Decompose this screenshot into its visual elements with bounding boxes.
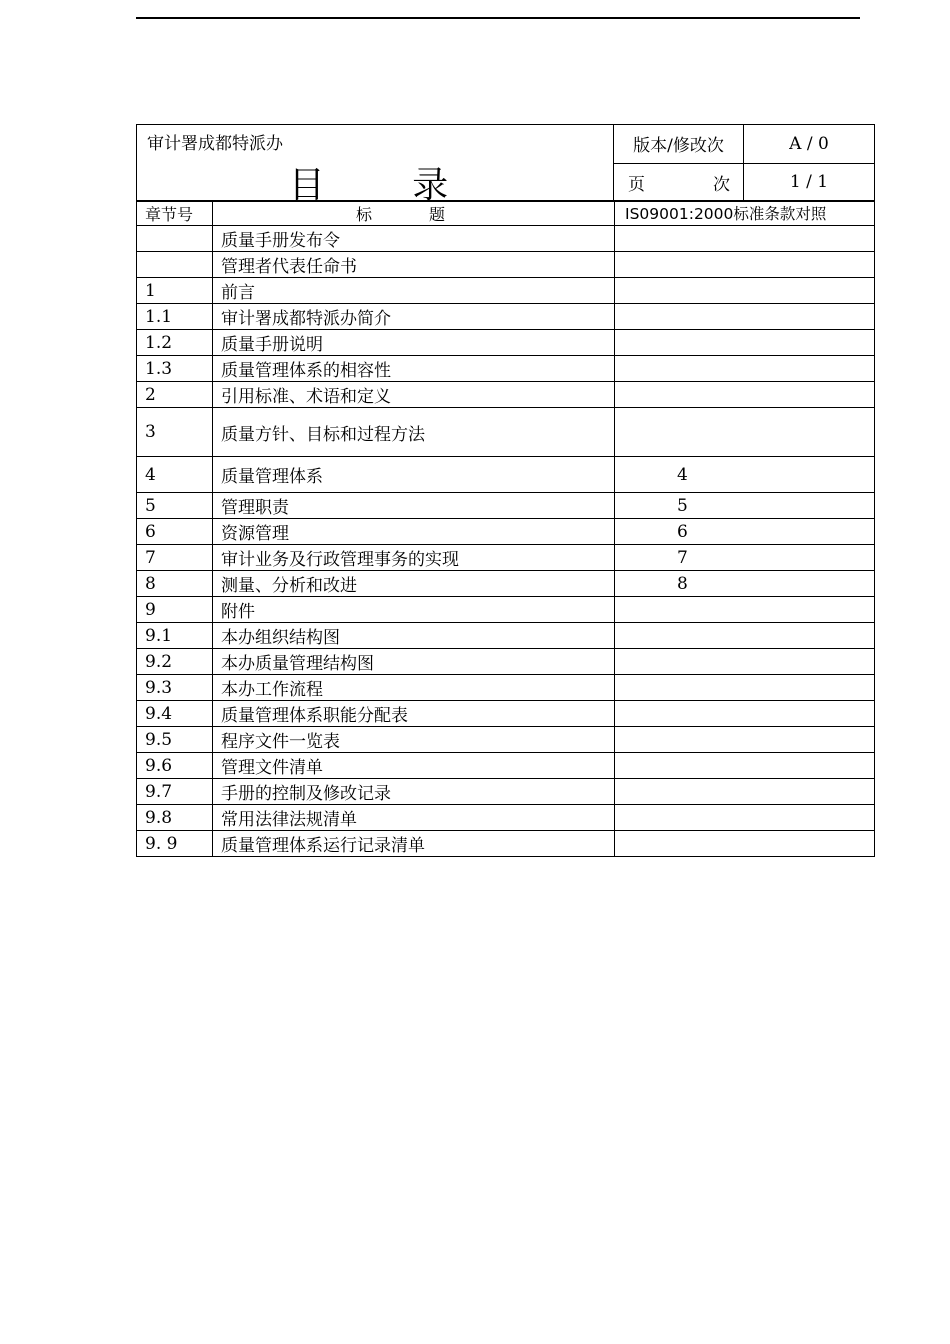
iso-clause-cell — [615, 753, 875, 779]
table-row — [137, 675, 875, 701]
iso-clause-cell: 4 — [615, 457, 875, 493]
table-row — [137, 701, 875, 727]
table-row — [137, 457, 875, 493]
document-title: 目 录 — [288, 165, 487, 206]
page-value: 1 / 1 — [744, 163, 875, 202]
table-row — [137, 408, 875, 457]
section-number-cell: 1.3 — [137, 356, 213, 382]
section-number-cell: 3 — [137, 408, 213, 457]
section-title-cell: 常用法律法规清单 — [213, 805, 615, 831]
section-number-cell: 1 — [137, 278, 213, 304]
iso-clause-cell: 6 — [615, 519, 875, 545]
table-row — [137, 649, 875, 675]
section-title-cell: 本办质量管理结构图 — [213, 649, 615, 675]
version-value: A / 0 — [744, 125, 875, 164]
toc-table — [136, 200, 875, 857]
iso-clause-cell — [615, 330, 875, 356]
iso-clause-cell — [615, 831, 875, 857]
section-title-cell: 审计业务及行政管理事务的实现 — [213, 545, 615, 571]
section-number-cell: 1.2 — [137, 330, 213, 356]
section-number-cell: 5 — [137, 493, 213, 519]
section-number-cell: 9.1 — [137, 623, 213, 649]
iso-clause-cell — [615, 649, 875, 675]
section-number-cell: 9.7 — [137, 779, 213, 805]
section-title-cell: 附件 — [213, 597, 615, 623]
section-title-cell: 审计署成都特派办简介 — [213, 304, 615, 330]
table-row — [137, 304, 875, 330]
iso-clause-cell — [615, 304, 875, 330]
section-title-cell: 质量管理体系 — [213, 457, 615, 493]
column-header-iso: IS09001:2000标准条款对照 — [615, 201, 875, 226]
section-title-cell: 本办工作流程 — [213, 675, 615, 701]
section-title-cell: 质量管理体系职能分配表 — [213, 701, 615, 727]
section-title-cell: 质量管理体系运行记录清单 — [213, 831, 615, 857]
table-row — [137, 330, 875, 356]
section-title-cell: 测量、分析和改进 — [213, 571, 615, 597]
column-header-section: 章节号 — [137, 201, 213, 226]
iso-clause-cell — [615, 356, 875, 382]
section-title-cell: 资源管理 — [213, 519, 615, 545]
section-title-cell: 管理职责 — [213, 493, 615, 519]
section-title-cell: 质量管理体系的相容性 — [213, 356, 615, 382]
table-row — [137, 382, 875, 408]
table-row — [137, 831, 875, 857]
iso-clause-cell — [615, 779, 875, 805]
section-title-cell: 管理文件清单 — [213, 753, 615, 779]
section-number-cell: 9. 9 — [137, 831, 213, 857]
iso-clause-cell — [615, 623, 875, 649]
section-number-cell — [137, 226, 213, 252]
toc-header-row — [137, 201, 875, 226]
iso-clause-cell — [615, 727, 875, 753]
section-title-cell: 质量手册说明 — [213, 330, 615, 356]
table-row — [137, 623, 875, 649]
section-number-cell: 8 — [137, 571, 213, 597]
section-number-cell: 9.8 — [137, 805, 213, 831]
iso-clause-cell — [615, 408, 875, 457]
org-name: 审计署成都特派办 — [147, 134, 283, 154]
section-title-cell: 管理者代表任命书 — [213, 252, 615, 278]
section-title-cell: 质量手册发布令 — [213, 226, 615, 252]
iso-clause-cell — [615, 805, 875, 831]
section-number-cell: 9.5 — [137, 727, 213, 753]
iso-clause-cell: 5 — [615, 493, 875, 519]
table-row — [137, 519, 875, 545]
section-number-cell: 4 — [137, 457, 213, 493]
table-row — [137, 356, 875, 382]
table-row — [137, 278, 875, 304]
iso-clause-cell — [615, 226, 875, 252]
section-title-cell: 质量方针、目标和过程方法 — [213, 408, 615, 457]
section-number-cell: 9 — [137, 597, 213, 623]
page-label-part-1: 页 — [628, 174, 645, 195]
table-row — [137, 805, 875, 831]
iso-clause-cell — [615, 597, 875, 623]
section-number-cell: 9.3 — [137, 675, 213, 701]
table-row — [137, 493, 875, 519]
iso-clause-cell — [615, 278, 875, 304]
table-row — [137, 727, 875, 753]
section-number-cell: 9.6 — [137, 753, 213, 779]
table-row — [137, 226, 875, 252]
table-row — [137, 779, 875, 805]
iso-clause-cell — [615, 252, 875, 278]
section-number-cell: 1.1 — [137, 304, 213, 330]
table-row — [137, 753, 875, 779]
iso-clause-cell — [615, 701, 875, 727]
version-label: 版本/修改次 — [614, 125, 744, 164]
section-number-cell: 9.4 — [137, 701, 213, 727]
table-row — [137, 597, 875, 623]
page-label-part-2: 次 — [713, 174, 730, 195]
table-row — [137, 571, 875, 597]
iso-clause-cell: 7 — [615, 545, 875, 571]
section-title-cell: 前言 — [213, 278, 615, 304]
iso-clause-cell — [615, 382, 875, 408]
iso-clause-cell: 8 — [615, 571, 875, 597]
top-rule — [136, 17, 860, 19]
section-title-cell: 程序文件一览表 — [213, 727, 615, 753]
section-title-cell: 引用标准、术语和定义 — [213, 382, 615, 408]
section-number-cell — [137, 252, 213, 278]
column-header-title: 标 题 — [213, 201, 615, 226]
section-number-cell: 7 — [137, 545, 213, 571]
table-row — [137, 545, 875, 571]
document-header — [136, 124, 875, 206]
table-row — [137, 252, 875, 278]
section-title-cell: 手册的控制及修改记录 — [213, 779, 615, 805]
section-number-cell: 2 — [137, 382, 213, 408]
header-org-cell — [137, 125, 614, 206]
page-label — [614, 163, 744, 202]
iso-clause-cell — [615, 675, 875, 701]
section-number-cell: 9.2 — [137, 649, 213, 675]
section-title-cell: 本办组织结构图 — [213, 623, 615, 649]
section-number-cell: 6 — [137, 519, 213, 545]
